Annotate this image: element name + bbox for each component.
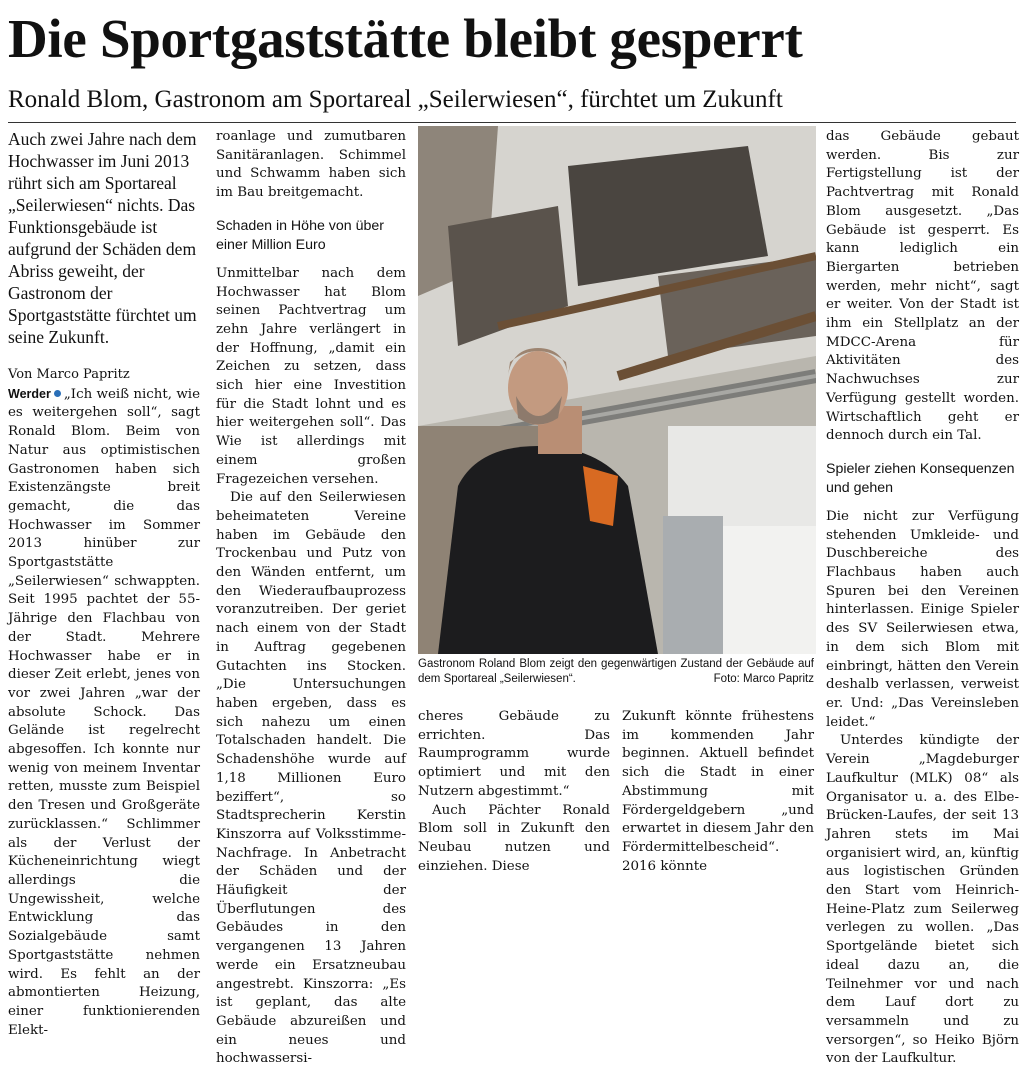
body-paragraph: Die nicht zur Verfügung stehenden Umkleide- und Duschbereiche des Flachbaus haben auch Spuren bei den Vereinen hinterlassen. Einige Spieler des SV Seilerwiesen etwa, in dem sich Blom mit einbringt, hätten den Verein deshalb verlassen, verweist er. Und: „Das Vereinsleben leidet.“ xyxy=(826,508,1019,730)
lead-paragraph: Auch zwei Jahre nach dem Hochwasser im Juni 2013 rührt sich am Sportareal „Seilerwiesen“ nichts. Das Funktionsgebäude ist aufgrund der Schäden dem Abriss geweiht, der Gastronom der Sportgaststätte fürchtet um seine Zukunft. xyxy=(8,129,197,347)
dateline: Werder xyxy=(8,386,51,401)
dateline-dot-icon xyxy=(54,390,61,397)
body-paragraph: Unmittelbar nach dem Hochwasser hat Blom seinen Pachtvertrag um zehn Jahre verlängert in der Hoffnung, „damit ein Zeichen zu setzen, dass sich hier eine Investition für die Stadt lohnt und es hier weitergehen soll“. Das Wie ist allerdings mit einem großen Fragezeichen versehen. xyxy=(216,265,406,487)
photo-illustration xyxy=(418,126,816,654)
body-paragraph: Unterdes kündigte der Verein „Magdeburger Laufkultur (MLK) 08“ als Organisator u. a. des Elbe-Brücken-Laufes, der seit 13 Jahren stets im Mai organisiert wird, an, künftig aus logistischen Gründen den Start vom Heinrich-Heine-Platz zum Seilerweg verlegen zu wollen. „Das Sportgelände bietet sich ideal dazu an, die Teilnehmer vor und nach dem Lauf dort zu versammeln und zu versorgen“, so Heiko Björn von der Laufkultur. xyxy=(826,733,1019,1067)
section-subtitle: Schaden in Höhe von über einer Million Euro xyxy=(216,217,385,253)
body-paragraph: cheres Gebäude zu errichten. Das Raumprogramm wurde optimiert und mit den Nutzern abgestimmt.“ xyxy=(418,709,610,799)
body-text: „Ich weiß nicht, wie es weitergehen soll“, sagt Ronald Blom. Beim von Natur aus optimistischen Gastronomen haben sich Existenzängste breit gemacht, die das Hochwasser im Sommer 2013 hinüber zur Sportgaststätte „Seilerwiesen“ schwappten. Seit 1995 pachtet der 55-Jährige den Flachbau von der Stadt. Mehrere Hochwasser habe er in dieser Zeit erlebt, jenes von vor zwei Jahren „war der absolute Schock. Das Gelände ist regelrecht abgesoffen. Ich konnte nur wenig von meinem Inventar retten, musste zum Beispiel den Tresen und Großgeräte zurücklassen.“ Schlimmer als der Verlust der Kücheneinrichtung wiegt allerdings die Ungewissheit, welche Entwicklung das Sozialgebäude samt Sportgaststätte nehmen wird. Es fehlt an der abmontierten Heizung, einer funktionierenden Elekt- xyxy=(8,386,200,1038)
body-paragraph: Zukunft könnte frühestens im kommenden Jahr beginnen. Aktuell befindet sich die Stadt in einer Abstimmung mit Fördergeldgebern „und erwartet in diesem Jahr den Fördermittelbescheid“. 2016 könnte xyxy=(622,709,814,874)
section-subtitle: Spieler ziehen Konsequenzen und gehen xyxy=(826,460,1015,496)
column-3 xyxy=(418,708,610,876)
subheadline: Ronald Blom, Gastronom am Sportareal „Seilerwiesen“, fürchtet um Zukunft xyxy=(8,86,783,113)
body-paragraph: Die auf den Seilerwiesen beheimateten Vereine haben im Gebäude den Trockenbau und Putz von den Wänden entfernt, um den Wiederaufbauprozess voranzutreiben. Der geriet nach einem von der Stadt in Auftrag gegebenen Gutachten ins Stocken. „Die Untersuchungen haben ergeben, dass es sich nahezu um einen Totalschaden handelt. Die Schadenshöhe wurde auf 1,18 Millionen Euro beziffert“, so Stadtsprecherin Kerstin Kinszorra auf Volksstimme-Nachfrage. In Anbetracht der Schäden und der Häufigkeit der Überflutungen des Gebäudes in den vergangenen 13 Jahren werde ein Ersatzneubau angestrebt. Kinszorra: „Es ist geplant, das alte Gebäude abzureißen und ein neues und hochwassersi- xyxy=(216,490,406,1067)
byline xyxy=(8,366,200,385)
article-photo xyxy=(418,126,816,654)
body-paragraph: Auch Pächter Ronald Blom soll in Zukunft den Neubau nutzen und einziehen. Diese xyxy=(418,802,610,874)
column-2 xyxy=(216,128,406,1069)
byline-text: Von Marco Papritz xyxy=(8,367,130,382)
caption-text: Gastronom Roland Blom zeigt den gegenwärtigen Zustand der Gebäude auf dem Sportareal „Seilerwiesen“. xyxy=(418,658,814,685)
body-paragraph: das Gebäude gebaut werden. Bis zur Fertigstellung ist der Pachtvertrag mit Ronald Blom ausgesetzt. „Das Gebäude ist gesperrt. Es kann lediglich ein Biergarten betrieben werden, mehr nicht“, sagt er weiter. Von der Stadt ist ihm ein Stellplatz an der MDCC-Arena für Aktivitäten des Nachwuchses zur Verfügung gestellt worden. Wirtschaftlich geht er dennoch durch ein Tal. xyxy=(826,129,1019,444)
header-rule xyxy=(8,122,1016,123)
body-paragraph: roanlage und zumutbaren Sanitäranlagen. Schimmel und Schwamm haben sich im Bau breitgemacht. xyxy=(216,129,406,201)
column-4 xyxy=(622,708,814,876)
column-5 xyxy=(826,128,1019,1069)
column-1 xyxy=(8,128,200,1040)
body-paragraph xyxy=(8,385,200,1041)
photo-caption xyxy=(418,657,814,687)
headline: Die Sportgaststätte bleibt gesperrt xyxy=(8,8,803,69)
photo-credit: Foto: Marco Papritz xyxy=(713,673,814,685)
